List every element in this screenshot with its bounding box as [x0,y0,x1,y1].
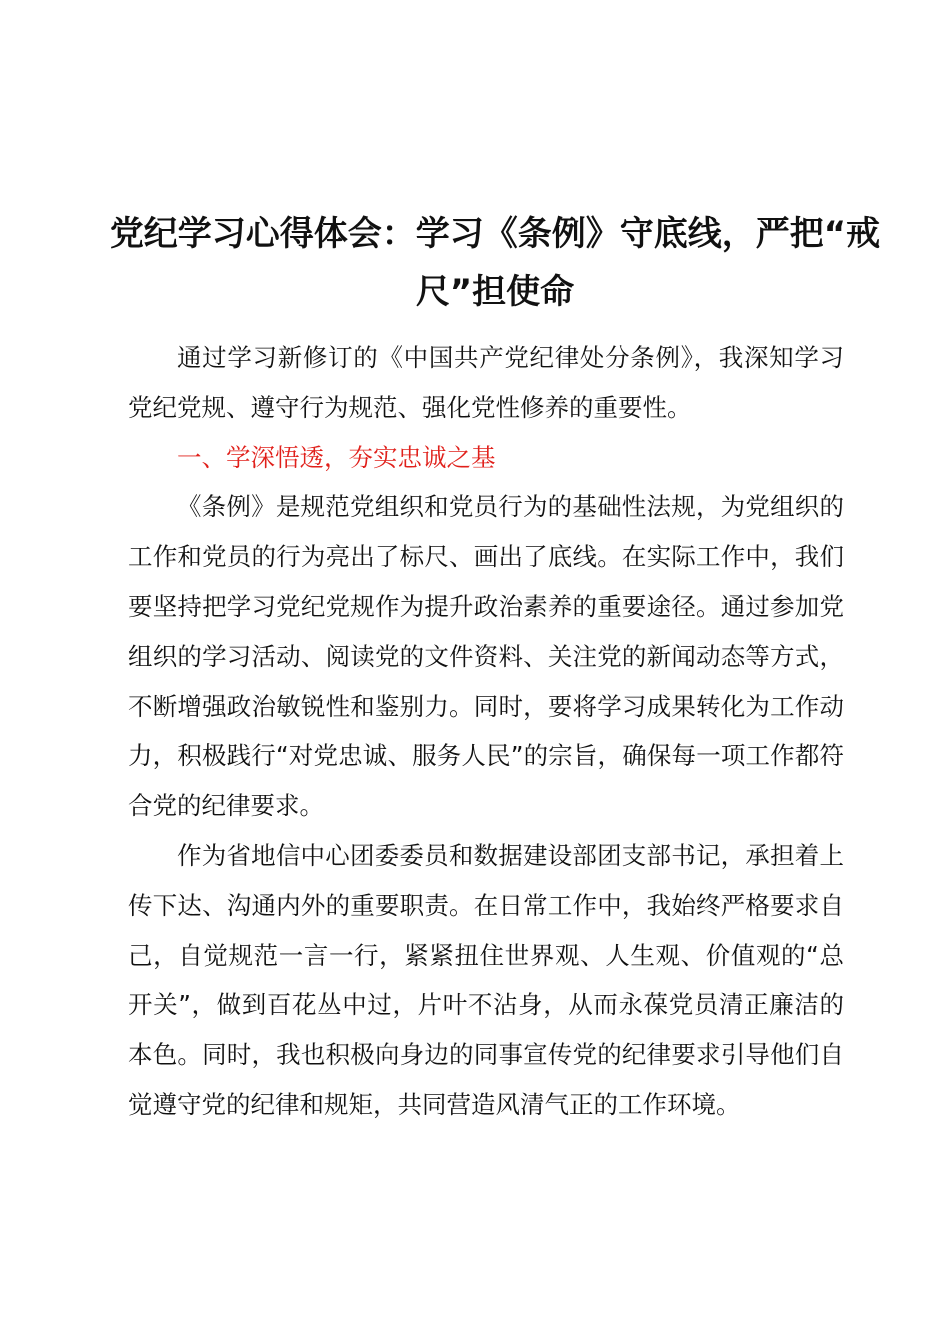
section-paragraph: 《条例》是规范党组织和党员行为的基础性法规，为党组织的工作和党员的行为亮出了标尺、画出了底线。在实际工作中，我们要坚持把学习党纪党规作为提升政治素养的重要途径。通过参加党组织的学习活动、阅读党的文件资料、关注党的新闻动态等方式，不断增强政治敏锐性和鉴别力。同时，要将学习成果转化为工作动力，积极践行“对党忠诚、服务人民”的宗旨，确保每一项工作都符合党的纪律要求。 [128,492,844,821]
section-paragraph: 作为省地信中心团委委员和数据建设部团支部书记，承担着上传下达、沟通内外的重要职责。在日常工作中，我始终严格要求自己，自觉规范一言一行，紧紧扭住世界观、人生观、价值观的“总开关”，做到百花丛中过，片叶不沾身，从而永葆党员清正廉洁的本色。同时，我也积极向身边的同事宣传党的纪律要求引导他们自觉遵守党的纪律和规矩，共同营造风清气正的工作环境。 [128,840,844,1119]
intro-paragraph: 通过学习新修订的《中国共产党纪律处分条例》，我深知学习党纪党规、遵守行为规范、强化党性修养的重要性。 [128,343,844,422]
section-heading: 一、学深悟透，夯实忠诚之基 [177,442,496,472]
document-title: 党纪学习心得体会：学习《条例》守底线，严把“戒尺”担使命 [109,214,881,312]
document-body [128,333,844,1130]
